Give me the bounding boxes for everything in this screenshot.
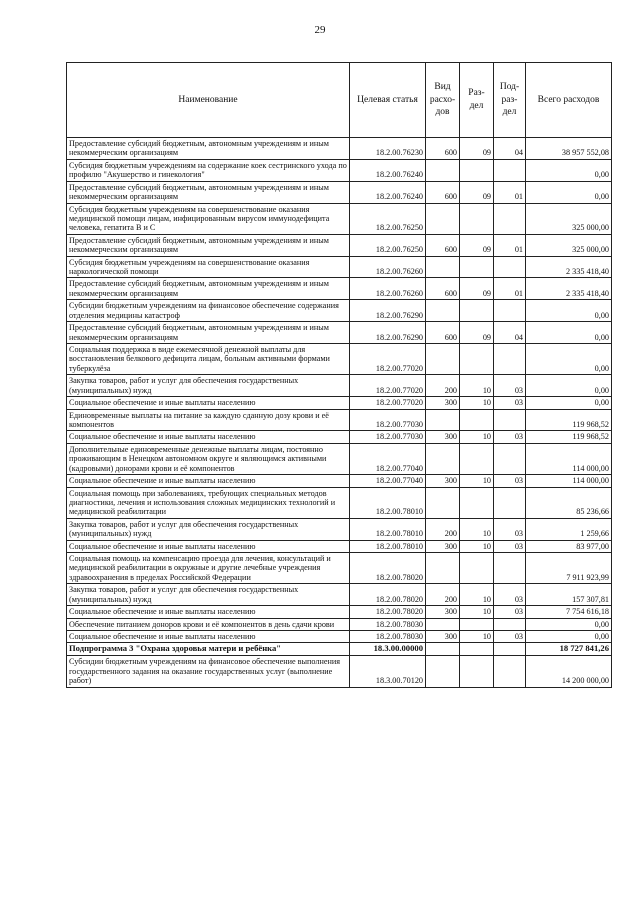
row-expense-type: 300 [426,431,460,443]
row-section: 10 [460,431,494,443]
table-row [67,518,612,540]
row-name: Социальная поддержка в виде ежемесячной денежной выплаты для восстановления белкового дефицита лицам, больным активными формами туберкулёза [67,344,350,375]
table-header-row [67,63,612,138]
row-subsection [494,643,526,656]
row-total: 2 335 418,40 [526,256,612,278]
row-name: Предоставление субсидий бюджетным, автономным учреждениям и иным некоммерческим организациям [67,138,350,160]
row-name: Предоставление субсидий бюджетным, автономным учреждениям и иным некоммерческим организациям [67,181,350,203]
row-subsection: 01 [494,278,526,300]
header-total: Всего расходов [526,63,612,138]
row-code: 18.2.00.76230 [350,138,426,160]
row-expense-type: 600 [426,138,460,160]
row-expense-type [426,300,460,322]
row-code: 18.2.00.76260 [350,256,426,278]
row-code: 18.2.00.77030 [350,431,426,443]
page-number: 29 [314,24,326,36]
table-row [67,475,612,487]
row-section: 10 [460,540,494,552]
row-name: Закупка товаров, работ и услуг для обеспечения государственных (муниципальных) нужд [67,584,350,606]
row-subsection: 04 [494,322,526,344]
table-row [67,397,612,409]
row-subsection [494,553,526,584]
row-subsection: 03 [494,475,526,487]
row-expense-type: 200 [426,518,460,540]
table-row [67,443,612,474]
row-name: Субсидия бюджетным учреждениям на совершенствование оказания медицинской помощи лицам, инфицированным вирусом иммунодефицита человека, гепатита В и С [67,203,350,234]
row-name: Социальное обеспечение и иные выплаты населению [67,397,350,409]
row-code: 18.2.00.77030 [350,409,426,431]
row-subsection: 04 [494,138,526,160]
row-total: 0,00 [526,322,612,344]
row-total: 114 000,00 [526,443,612,474]
row-expense-type: 600 [426,322,460,344]
row-total: 0,00 [526,618,612,630]
row-name: Закупка товаров, работ и услуг для обеспечения государственных (муниципальных) нужд [67,375,350,397]
table-row [67,656,612,687]
row-section [460,443,494,474]
row-expense-type [426,618,460,630]
row-total: 0,00 [526,397,612,409]
table-row [67,431,612,443]
row-name: Субсидия бюджетным учреждениям на содержание коек сестринского ухода по профилю "Акушерство и гинекология" [67,159,350,181]
table-row [67,409,612,431]
row-expense-type [426,159,460,181]
table-row [67,553,612,584]
row-subsection: 03 [494,630,526,642]
table-row [67,630,612,642]
row-total: 0,00 [526,630,612,642]
row-code: 18.2.00.78020 [350,606,426,618]
row-section [460,487,494,518]
row-subsection: 01 [494,181,526,203]
row-subsection: 03 [494,397,526,409]
row-subsection [494,656,526,687]
row-section [460,256,494,278]
row-code: 18.2.00.78030 [350,618,426,630]
row-expense-type [426,656,460,687]
row-subsection [494,618,526,630]
row-total: 0,00 [526,159,612,181]
row-expense-type [426,553,460,584]
row-total: 325 000,00 [526,203,612,234]
row-expense-type [426,256,460,278]
row-total: 2 335 418,40 [526,278,612,300]
row-name: Субсидии бюджетным учреждениям на финансовое обеспечение выполнения государственного задания на оказание государственных услуг (выполнение работ) [67,656,350,687]
row-expense-type: 300 [426,397,460,409]
row-section: 10 [460,584,494,606]
row-code: 18.2.00.78020 [350,584,426,606]
row-subsection: 03 [494,518,526,540]
row-subsection: 01 [494,234,526,256]
row-code: 18.2.00.77040 [350,443,426,474]
row-name: Обеспечение питанием доноров крови и её компонентов в день сдачи крови [67,618,350,630]
table-row [67,606,612,618]
table-row [67,256,612,278]
table-row [67,487,612,518]
row-section: 09 [460,138,494,160]
row-code: 18.2.00.78030 [350,630,426,642]
row-total: 157 307,81 [526,584,612,606]
row-subsection: 03 [494,375,526,397]
row-expense-type [426,203,460,234]
row-code: 18.2.00.76290 [350,300,426,322]
row-section: 10 [460,375,494,397]
table-body [67,138,612,688]
row-subsection: 03 [494,431,526,443]
row-total: 1 259,66 [526,518,612,540]
row-name: Предоставление субсидий бюджетным, автономным учреждениям и иным некоммерческим организациям [67,278,350,300]
row-expense-type [426,443,460,474]
row-code: 18.2.00.76250 [350,203,426,234]
row-subsection: 03 [494,540,526,552]
row-code: 18.2.00.76240 [350,181,426,203]
row-expense-type: 200 [426,584,460,606]
row-name: Социальная помощь на компенсацию проезда для лечения, консультаций и медицинской реабилитации в окружные и другие лечебные учреждения здравоохранения в пределах Российской Федерации [67,553,350,584]
row-code: 18.2.00.77020 [350,375,426,397]
budget-table [66,62,612,688]
table-row [67,344,612,375]
row-code: 18.2.00.78010 [350,487,426,518]
row-section: 10 [460,630,494,642]
row-total: 7 911 923,99 [526,553,612,584]
row-code: 18.2.00.76250 [350,234,426,256]
row-total: 83 977,00 [526,540,612,552]
row-total: 0,00 [526,181,612,203]
header-name: Наименование [67,63,350,138]
row-name: Единовременные выплаты на питание за каждую сданную дозу крови и её компонентов [67,409,350,431]
row-section [460,409,494,431]
table-row [67,278,612,300]
row-section: 10 [460,475,494,487]
row-name: Социальное обеспечение и иные выплаты населению [67,431,350,443]
row-total: 0,00 [526,375,612,397]
row-subsection [494,409,526,431]
row-total: 0,00 [526,300,612,322]
row-section: 10 [460,518,494,540]
table-row [67,138,612,160]
row-section: 09 [460,181,494,203]
row-code: 18.3.00.00000 [350,643,426,656]
row-code: 18.2.00.76260 [350,278,426,300]
row-section: 10 [460,397,494,409]
row-code: 18.2.00.78010 [350,518,426,540]
row-section [460,300,494,322]
row-name: Закупка товаров, работ и услуг для обеспечения государственных (муниципальных) нужд [67,518,350,540]
row-code: 18.2.00.77020 [350,344,426,375]
row-expense-type: 600 [426,181,460,203]
table-row [67,203,612,234]
row-name: Субсидии бюджетным учреждениям на финансовое обеспечение содержания отделения медицины катастроф [67,300,350,322]
header-code: Целевая статья [350,63,426,138]
row-total: 18 727 841,26 [526,643,612,656]
row-code: 18.2.00.78010 [350,540,426,552]
row-subsection [494,203,526,234]
table-row [67,643,612,656]
row-subsection [494,487,526,518]
row-section [460,344,494,375]
row-section: 10 [460,606,494,618]
row-expense-type [426,487,460,518]
row-code: 18.2.00.77040 [350,475,426,487]
header-subsection: Под-раз-дел [494,63,526,138]
table-row [67,618,612,630]
row-section: 09 [460,278,494,300]
header-section: Раз-дел [460,63,494,138]
row-expense-type: 200 [426,375,460,397]
row-subsection: 03 [494,606,526,618]
row-section [460,618,494,630]
row-total: 7 754 616,18 [526,606,612,618]
table-row [67,234,612,256]
row-section [460,553,494,584]
table-row [67,322,612,344]
row-expense-type: 600 [426,278,460,300]
row-total: 85 236,66 [526,487,612,518]
row-subsection: 03 [494,584,526,606]
row-expense-type [426,344,460,375]
row-code: 18.2.00.78020 [350,553,426,584]
row-total: 119 968,52 [526,431,612,443]
row-total: 114 000,00 [526,475,612,487]
row-section [460,159,494,181]
table-row [67,375,612,397]
header-type: Вид расхо-дов [426,63,460,138]
row-name: Социальное обеспечение и иные выплаты населению [67,540,350,552]
table-row [67,159,612,181]
row-subsection [494,344,526,375]
row-name: Субсидия бюджетным учреждениям на совершенствование оказания наркологической помощи [67,256,350,278]
row-expense-type: 300 [426,475,460,487]
table-row [67,584,612,606]
row-subsection [494,159,526,181]
row-expense-type [426,643,460,656]
row-section: 09 [460,234,494,256]
row-section [460,643,494,656]
row-expense-type: 300 [426,540,460,552]
row-section: 09 [460,322,494,344]
row-total: 0,00 [526,344,612,375]
row-code: 18.2.00.77020 [350,397,426,409]
row-total: 14 200 000,00 [526,656,612,687]
row-expense-type: 300 [426,630,460,642]
row-expense-type: 300 [426,606,460,618]
row-total: 325 000,00 [526,234,612,256]
row-code: 18.2.00.76240 [350,159,426,181]
row-subsection [494,300,526,322]
row-total: 38 957 552,08 [526,138,612,160]
table-row [67,181,612,203]
table-row [67,540,612,552]
row-subsection [494,256,526,278]
row-name: Социальное обеспечение и иные выплаты населению [67,475,350,487]
row-name: Подпрограмма 3 "Охрана здоровья матери и ребёнка" [67,643,350,656]
row-name: Социальное обеспечение и иные выплаты населению [67,630,350,642]
row-expense-type [426,409,460,431]
row-section [460,203,494,234]
row-subsection [494,443,526,474]
row-name: Социальное обеспечение и иные выплаты населению [67,606,350,618]
row-code: 18.2.00.76290 [350,322,426,344]
row-code: 18.3.00.70120 [350,656,426,687]
row-name: Предоставление субсидий бюджетным, автономным учреждениям и иным некоммерческим организациям [67,322,350,344]
row-name: Дополнительные единовременные денежные выплаты лицам, постоянно проживающим в Ненецком автономном округе и являющимся активными (кадровыми) донорами крови и её компонентов [67,443,350,474]
row-expense-type: 600 [426,234,460,256]
row-total: 119 968,52 [526,409,612,431]
row-name: Предоставление субсидий бюджетным, автономным учреждениям и иным некоммерческим организациям [67,234,350,256]
table-row [67,300,612,322]
row-name: Социальная помощь при заболеваниях, требующих специальных методов диагностики, лечения и использования сложных медицинских технологий и медицинской реабилитации [67,487,350,518]
row-section [460,656,494,687]
